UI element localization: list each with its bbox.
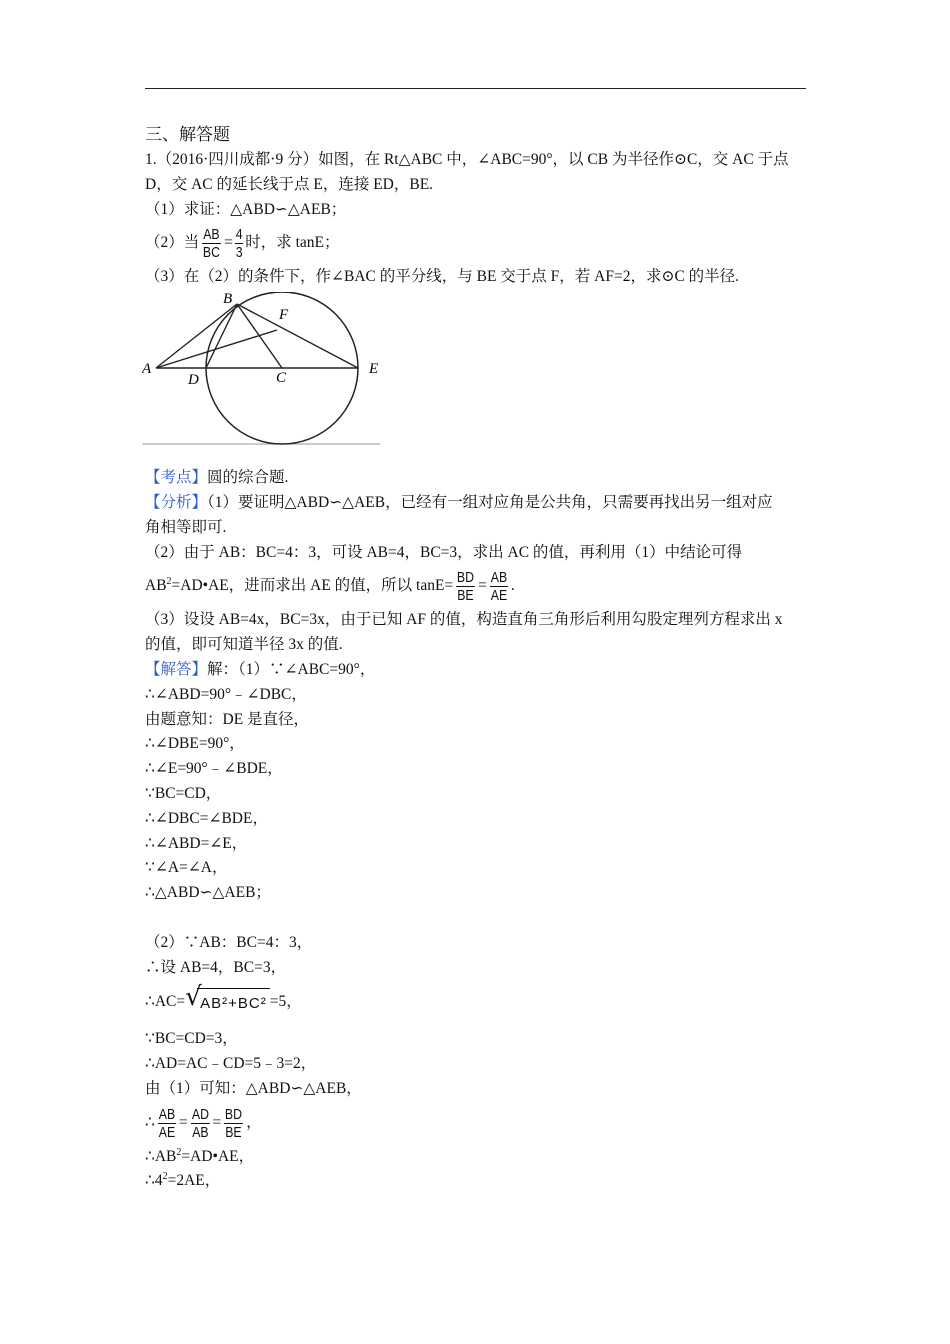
question-2-prefix: （2）当: [145, 234, 200, 252]
kaodian-text: 圆的综合题.: [207, 469, 289, 487]
jieda: [145, 658, 807, 1194]
equals-sign: =: [478, 577, 487, 595]
fraction-numerator: AB: [158, 1105, 176, 1123]
solution-step: 由题意知：DE 是直径，: [145, 710, 310, 728]
fenxi-tag: 【分析】: [145, 493, 208, 511]
equals-sign: =: [212, 1113, 222, 1131]
solution-step: ∴∠ABD=90°﹣∠DBC，: [145, 685, 307, 703]
part2-line-8: [145, 1145, 807, 1170]
fraction-denominator: BE: [225, 1123, 242, 1141]
solution-step: ∴△ABD∽△AEB；: [145, 884, 271, 902]
fraction-numerator: BD: [225, 1105, 243, 1123]
fraction-4-3: [234, 226, 244, 261]
equals-sign: =: [178, 1113, 188, 1131]
fenxi: [145, 491, 807, 658]
part2-ratio-line: [145, 1106, 807, 1141]
label-b: B: [223, 292, 233, 308]
part2-line-9: [145, 1169, 807, 1194]
fraction-denominator: 3: [235, 244, 243, 262]
line9-a: ∴4: [145, 1172, 163, 1190]
label-d: D: [188, 372, 199, 389]
solution-step: ∴∠ABD=∠E，: [145, 834, 248, 852]
label-e: E: [369, 361, 379, 378]
segment-af: [156, 330, 277, 368]
fenxi-ab-text: AB: [145, 577, 167, 595]
line8-a: ∴AB: [145, 1147, 177, 1165]
superscript-2: 2: [176, 1146, 182, 1158]
fraction-ab-bc: [200, 226, 223, 261]
kaodian: [145, 466, 807, 491]
jieda-tag: 【解答】: [145, 660, 208, 678]
problem-line-1: 1.（2016·四川成都·9 分）如图，在 Rt△ABC 中，∠ABC=90°，以 CB 为半径作⊙C，交 AC 于点: [145, 151, 789, 168]
fraction-ad-ab: [189, 1106, 212, 1141]
solution-step: ∴∠DBC=∠BDE，: [145, 809, 268, 827]
fenxi-line-4-text: =AD•AE，进而求出 AE 的值，所以 tanE=: [171, 577, 454, 595]
fraction-numerator: AD: [191, 1105, 209, 1123]
jieda-first: 解：（1）∵∠ABC=90°，: [207, 660, 376, 678]
question-2-suffix: 时，求 tanE；: [245, 234, 340, 252]
segment-bd: [206, 304, 237, 368]
ac-suffix: =5，: [269, 993, 302, 1011]
fenxi-line-1: [145, 491, 807, 516]
geometry-diagram: [142, 292, 382, 446]
fenxi-line-3: （2）由于 AB：BC=4：3，可设 AB=4，BC=3，求出 AC 的值，再利用（1）中结论可得: [145, 543, 743, 561]
fraction-denominator: BE: [457, 587, 474, 605]
fenxi-line-6: 的值，即可知道半径 3x 的值.: [145, 636, 343, 654]
fraction-numerator: 4: [235, 226, 243, 244]
line8-b: =AD•AE，: [181, 1147, 255, 1165]
part2-ac-line: [145, 982, 807, 1017]
solution-step: ∴∠E=90°﹣∠BDE，: [145, 760, 283, 778]
fraction-denominator: AE: [490, 587, 508, 605]
superscript-2: 2: [162, 1171, 168, 1183]
part2-line-6: 由（1）可知：△ABD∽△AEB，: [145, 1079, 362, 1097]
fraction-ab-ae: [488, 569, 510, 604]
segment-ab: [156, 304, 237, 368]
part2-line-1: （2）∵AB：BC=4：3，: [145, 933, 313, 951]
question-2: [145, 226, 807, 261]
solution-step: ∵BC=CD，: [145, 784, 222, 802]
fraction-ab-ae: [156, 1106, 178, 1141]
fraction-denominator: AB: [191, 1123, 209, 1141]
fraction-denominator: BC: [203, 244, 221, 262]
fenxi-line-5: （3）设设 AB=4x，BC=3x，由于已知 AF 的值，构造直角三角形后利用勾股定理列方程求出 x: [145, 611, 783, 629]
fraction-denominator: AE: [158, 1123, 176, 1141]
jieda-line-1: [145, 658, 807, 683]
fraction-numerator: AB: [490, 569, 508, 587]
line9-b: =2AE，: [167, 1172, 221, 1190]
blank-line: [145, 906, 807, 931]
fraction-bd-be: [222, 1106, 245, 1141]
section-title: 三、解答题: [145, 125, 230, 144]
part2-line-2: ∴设 AB=4，BC=3，: [145, 958, 287, 976]
kaodian-tag: 【考点】: [145, 469, 208, 487]
problem-line-2: D，交 AC 的延长线于点 E，连接 ED，BE.: [145, 175, 434, 193]
fraction-numerator: AB: [203, 226, 220, 244]
ratio-prefix: ∴: [145, 1113, 155, 1131]
radical-sign: √: [185, 982, 202, 1013]
ac-prefix: ∴AC=: [145, 993, 186, 1011]
superscript-2: 2: [166, 576, 172, 588]
solution-step: ∵∠A=∠A，: [145, 859, 228, 877]
geometry-figure: [142, 292, 382, 446]
fenxi-line-2: 角相等即可.: [145, 518, 227, 536]
label-c: C: [276, 370, 287, 387]
question-1: （1）求证：△ABD∽△AEB；: [145, 200, 347, 218]
document-body: [142, 122, 807, 1194]
label-f: F: [279, 307, 289, 324]
problem: [145, 148, 807, 290]
label-a: A: [142, 361, 152, 378]
header-rule: [145, 88, 806, 89]
solution-steps-part1: [145, 683, 807, 906]
question-3: （3）在（2）的条件下，作∠BAC 的平分线，与 BE 交于点 F，若 AF=2，求⊙C 的半径.: [145, 268, 740, 286]
equals-sign: =: [224, 234, 233, 252]
fraction-numerator: BD: [457, 569, 475, 587]
segment-be: [237, 304, 358, 368]
part2-line-4: ∵BC=CD=3，: [145, 1030, 238, 1048]
fraction-bd-be: [454, 569, 477, 604]
period: .: [510, 577, 515, 595]
fenxi-line-4: [145, 569, 807, 604]
radicand: AB²+BC²: [197, 988, 270, 1017]
solution-step: ∴∠DBE=90°，: [145, 735, 245, 753]
fenxi-text-1: （1）要证明△ABD∽△AEB，已经有一组对应角是公共角，只需要再找出另一组对应: [207, 493, 773, 511]
square-root: [185, 982, 270, 1017]
ratio-suffix: ，: [246, 1113, 262, 1131]
part2-line-5: ∴AD=AC﹣CD=5﹣3=2，: [145, 1054, 317, 1072]
